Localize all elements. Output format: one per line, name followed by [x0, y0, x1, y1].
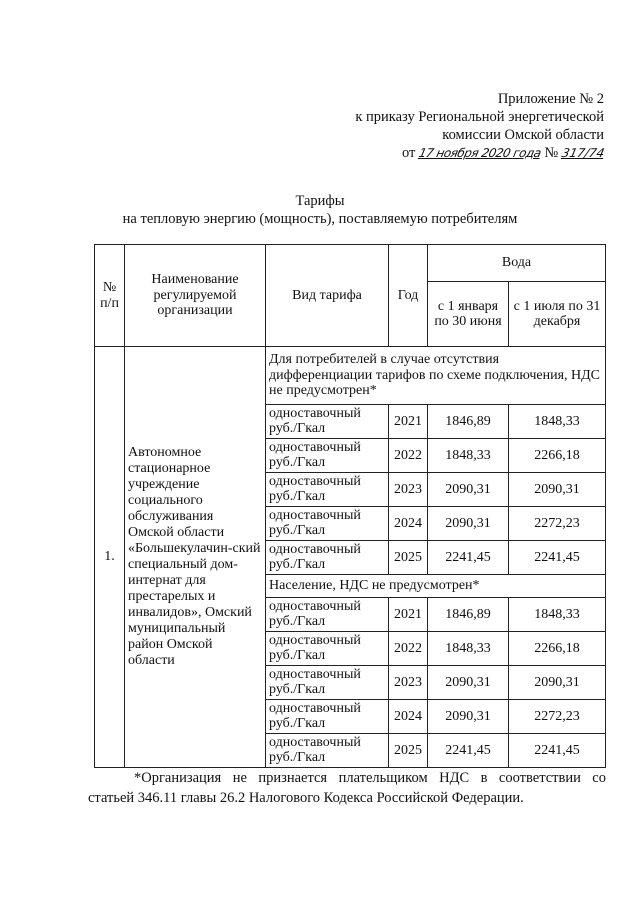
value-second-half: 2241,45 [509, 734, 606, 768]
year-cell: 2021 [389, 598, 428, 632]
value-second-half: 2090,31 [509, 473, 606, 507]
value-first-half: 2090,31 [428, 507, 509, 541]
value-first-half: 1846,89 [428, 405, 509, 439]
value-first-half: 1848,33 [428, 439, 509, 473]
value-first-half: 2090,31 [428, 666, 509, 700]
appendix-number-sign: № [544, 145, 559, 161]
appendix-commission-line: комиссии Омской области [442, 127, 604, 143]
header-num: № п/п [95, 245, 125, 347]
value-second-half: 1848,33 [509, 598, 606, 632]
year-cell: 2025 [389, 734, 428, 768]
value-second-half: 2266,18 [509, 439, 606, 473]
tariff-type-cell: одноставочный руб./Гкал [266, 473, 389, 507]
header-tariff-type: Вид тарифа [266, 245, 389, 347]
document-title [0, 192, 640, 228]
year-cell: 2024 [389, 507, 428, 541]
appendix-date-line [274, 144, 604, 162]
table-body [95, 347, 606, 768]
appendix-order-line: к приказу Региональной энергетической [355, 109, 604, 125]
tariff-type-cell: одноставочный руб./Гкал [266, 439, 389, 473]
value-first-half: 1846,89 [428, 598, 509, 632]
tariff-type-cell: одноставочный руб./Гкал [266, 598, 389, 632]
header-period-second-half: с 1 июля по 31 декабря [509, 282, 606, 347]
row-number: 1. [95, 347, 125, 768]
title-main: Тарифы [295, 193, 345, 209]
value-first-half: 2241,45 [428, 734, 509, 768]
footnote-line-2: статьей 346.11 главы 26.2 Налогового Кодекса Российской Федерации. [88, 790, 524, 806]
footnote-line-1: *Организация не признается плательщиком НДС в соответствии со [134, 770, 606, 786]
year-cell: 2023 [389, 473, 428, 507]
value-first-half: 2241,45 [428, 541, 509, 575]
group-row [95, 347, 606, 405]
header-period-first-half: с 1 января по 30 июня [428, 282, 509, 347]
appendix-header [274, 90, 604, 162]
appendix-title: Приложение № 2 [497, 91, 604, 107]
group-label: Население, НДС не предусмотрен* [266, 575, 606, 598]
year-cell: 2022 [389, 632, 428, 666]
title-subtitle: на тепловую энергию (мощность), поставляемую потребителям [122, 211, 518, 227]
footnote [88, 768, 606, 808]
handwritten-number: 317/74 [560, 146, 606, 160]
appendix-date-prefix: от [401, 145, 416, 161]
tariff-type-cell: одноставочный руб./Гкал [266, 405, 389, 439]
year-cell: 2024 [389, 700, 428, 734]
header-water: Вода [428, 245, 606, 282]
value-first-half: 1848,33 [428, 632, 509, 666]
header-year: Год [389, 245, 428, 347]
value-second-half: 2272,23 [509, 507, 606, 541]
tariff-type-cell: одноставочный руб./Гкал [266, 632, 389, 666]
header-organization: Наименование регулируемой организации [125, 245, 266, 347]
value-first-half: 2090,31 [428, 473, 509, 507]
value-second-half: 2266,18 [509, 632, 606, 666]
tariff-type-cell: одноставочный руб./Гкал [266, 666, 389, 700]
tariff-type-cell: одноставочный руб./Гкал [266, 541, 389, 575]
year-cell: 2021 [389, 405, 428, 439]
value-second-half: 1848,33 [509, 405, 606, 439]
value-second-half: 2272,23 [509, 700, 606, 734]
tariff-type-cell: одноставочный руб./Гкал [266, 700, 389, 734]
year-cell: 2023 [389, 666, 428, 700]
value-first-half: 2090,31 [428, 700, 509, 734]
value-second-half: 2241,45 [509, 541, 606, 575]
group-label: Для потребителей в случае отсутствия дифференциации тарифов по схеме подключения, НДС не предусмотрен* [266, 347, 606, 405]
tariff-type-cell: одноставочный руб./Гкал [266, 507, 389, 541]
year-cell: 2022 [389, 439, 428, 473]
year-cell: 2025 [389, 541, 428, 575]
tariffs-table [94, 244, 606, 768]
organization-name: Автономное стационарное учреждение социального обслуживания Омской области «Большекулачин-ский специальный дом-интернат для престарелых и инвалидов», Омский муниципальный район Омской области [125, 347, 266, 768]
value-second-half: 2090,31 [509, 666, 606, 700]
tariff-type-cell: одноставочный руб./Гкал [266, 734, 389, 768]
handwritten-date: 17 ноября 2020 года [417, 146, 543, 160]
